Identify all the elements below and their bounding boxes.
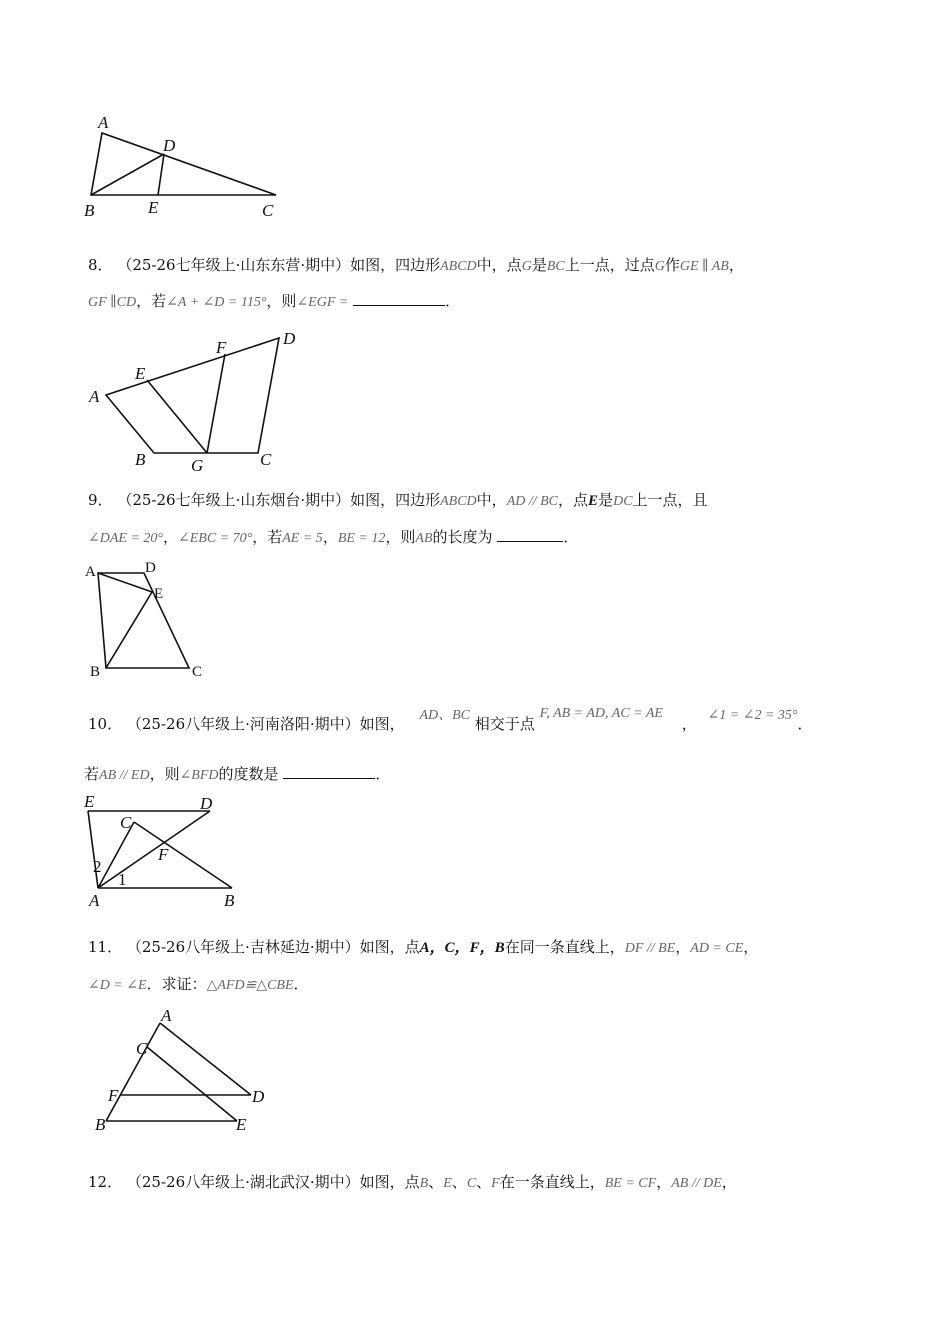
fig8-label-f: F xyxy=(216,338,227,357)
question-10-line-1: 10． （25-26八年级上·河南洛阳·期中）如图， AD、BC 相交于点 F, AB = AD, AC = AE ， ∠1 = ∠2 = 35°． xyxy=(88,706,813,733)
question-12-line-1: 12． （25-26八年级上·湖北武汉·期中）如图，点B、E、C、F在一条直线上，BE = CF，AB // DE， xyxy=(88,1173,737,1191)
question-11-line-2: ∠D = ∠E．求证：△AFD≌△CBE． xyxy=(88,975,309,993)
fig7-segment-de xyxy=(158,154,164,195)
fig8-segment-ge xyxy=(147,380,207,453)
fig11-label-b: B xyxy=(95,1115,106,1134)
fig9-label-a: A xyxy=(85,564,96,580)
fig8-label-d: D xyxy=(283,329,296,348)
question-number: 12． xyxy=(88,1173,123,1191)
answer-blank[interactable] xyxy=(283,764,375,779)
fig7-label-d: D xyxy=(163,136,176,155)
fig11-segment-ab xyxy=(106,1023,160,1121)
fig8-label-c: C xyxy=(260,450,272,469)
fig10-segment-ea xyxy=(88,811,98,888)
fig10-label-b: B xyxy=(224,891,235,910)
fig11-label-d: D xyxy=(252,1087,265,1106)
fig10-label-2: 2 xyxy=(93,857,102,876)
question-number: 10． xyxy=(88,715,123,733)
fig11-label-a: A xyxy=(161,1006,172,1025)
fig10-label-f: F xyxy=(158,845,169,864)
fig10-label-d: D xyxy=(200,794,213,813)
question-number: 11． xyxy=(88,938,123,956)
fig8-label-a: A xyxy=(89,387,100,406)
fig9-label-d: D xyxy=(145,560,156,576)
fig7-label-c: C xyxy=(262,201,274,220)
fig10-segment-ad xyxy=(98,811,210,888)
fig11-label-c: C xyxy=(136,1039,148,1058)
question-8-line-1: 8． （25-26七年级上·山东东营·期中）如图，四边形ABCD中，点G是BC上一点，过点G作GE ∥ AB， xyxy=(88,256,744,274)
figure-q8 xyxy=(80,325,320,475)
fig10-label-e: E xyxy=(84,792,95,811)
fig7-segment-bd xyxy=(91,154,164,195)
figure-q10 xyxy=(80,792,250,912)
question-number: 9． xyxy=(88,491,113,509)
fig9-label-b: B xyxy=(90,664,101,680)
fig7-label-b: B xyxy=(84,201,95,220)
fig7-label-e: E xyxy=(148,198,159,217)
fig9-segment-ae xyxy=(98,573,152,592)
fig9-label-c: C xyxy=(192,664,203,680)
figure-q11 xyxy=(88,1004,278,1139)
question-8-line-2: GF ∥CD，若∠A + ∠D = 115°，则∠EGF = ． xyxy=(88,292,461,310)
fig11-label-f: F xyxy=(108,1086,119,1105)
fig10-label-c: C xyxy=(120,813,132,832)
fig7-triangle-abc xyxy=(91,133,276,195)
figure-q9 xyxy=(84,558,214,683)
fig9-label-e: E xyxy=(154,586,164,602)
fig7-label-a: A xyxy=(98,113,109,132)
fig11-label-e: E xyxy=(236,1115,247,1134)
fig8-label-e: E xyxy=(135,364,146,383)
fig8-label-b: B xyxy=(135,450,146,469)
fig9-segment-be xyxy=(106,592,152,668)
fig10-label-1: 1 xyxy=(118,870,127,889)
fig8-segment-gf xyxy=(207,354,225,453)
question-9-line-1: 9． （25-26七年级上·山东烟台·期中）如图，四边形ABCD中，AD // BC，点E是DC上一点，且 xyxy=(88,491,708,509)
figure-q7 xyxy=(80,112,300,222)
question-11-line-1: 11． （25-26八年级上·吉林延边·期中）如图，点A，C，F，B在同一条直线上，DF // BE，AD = CE， xyxy=(88,938,759,956)
fig11-segment-ad xyxy=(160,1023,251,1095)
question-9-line-2: ∠DAE = 20°，∠EBC = 70°，若AE = 5，BE = 12，则AB的长度为 ． xyxy=(88,528,579,546)
answer-blank[interactable] xyxy=(353,291,445,306)
fig8-label-g: G xyxy=(191,456,204,475)
answer-blank[interactable] xyxy=(497,527,563,542)
fig11-segment-ce xyxy=(147,1047,237,1121)
fig9-quadrilateral-abcd xyxy=(98,573,189,668)
fig10-segment-cb xyxy=(134,822,232,888)
question-10-line-2: 若AB // ED，则∠BFD的度数是 ． xyxy=(84,765,391,783)
fig10-label-a: A xyxy=(89,891,100,910)
question-number: 8． xyxy=(88,256,113,274)
